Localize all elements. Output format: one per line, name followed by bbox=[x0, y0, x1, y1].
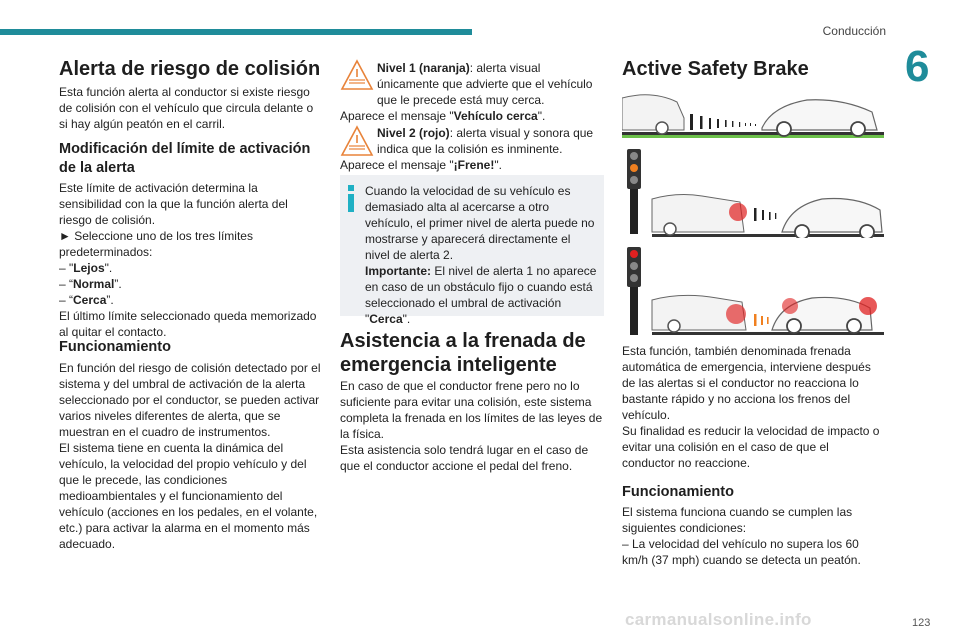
operation-body bbox=[59, 360, 322, 552]
option-normal-label: Normal bbox=[73, 277, 115, 291]
operation-text-2: El sistema tiene en cuenta la dinámica del vehículo, la velocidad del propio vehículo y del que le precede, las condiciones medioambientales y el funcionamiento del vehículo (acciones en los pedales, en el volante, etc.) para activar la alarma en el momento más adecuado. bbox=[59, 441, 318, 551]
asb-operation-title: Funcionamiento bbox=[622, 484, 734, 500]
brake-assist-body bbox=[340, 378, 605, 474]
brake-assist-text: En caso de que el conductor frene pero no lo suficiente para evitar una colisión, este sistema completa la frenada en los límites de las leyes de la física. bbox=[340, 379, 603, 441]
asb-body bbox=[622, 343, 884, 471]
threshold-option-far: – "Lejos". bbox=[59, 261, 113, 275]
level1-label: Nivel 1 (naranja) bbox=[377, 61, 470, 75]
info-icon bbox=[345, 185, 357, 213]
collision-alert-intro: Esta función alerta al conductor si existe riesgo de colisión con el vehículo que circula delante o si hay algún peatón en el carril. bbox=[59, 85, 314, 131]
threshold-text: Este límite de activación determina la sensibilidad con la que la función alerta del riesgo de colisión. bbox=[59, 181, 288, 227]
alert-level2-illustration bbox=[622, 242, 884, 336]
info-note-text: Cuando la velocidad de su vehículo es demasiado alta al acercarse a otro vehículo, el primer nivel de alerta puede no mostrarse y aparecerá directamente el nivel de alerta 2. bbox=[365, 184, 595, 262]
header-accent-bar bbox=[0, 29, 472, 35]
warning-triangle-icon bbox=[340, 58, 374, 92]
level2-description: Nivel 2 (rojo): alerta visual y sonora que indica que la colisión es inminente. bbox=[377, 126, 594, 156]
watermark: carmanualsonline.info bbox=[625, 610, 812, 629]
threshold-body bbox=[59, 180, 322, 340]
chapter-number: 6 bbox=[905, 42, 930, 91]
car-sensor-illustration bbox=[622, 88, 884, 138]
asb-description-2: Su finalidad es reducir la velocidad de impacto o evitar una colisión en el caso de que el conductor no reaccione. bbox=[622, 424, 880, 470]
asb-operation-body bbox=[622, 504, 884, 568]
option-far-label: Lejos bbox=[73, 261, 105, 275]
level2-message: Aparece el mensaje "¡Frene!". bbox=[340, 158, 502, 172]
alert-level1-illustration bbox=[622, 144, 884, 238]
info-note bbox=[340, 175, 604, 326]
level1-description: Nivel 1 (naranja): alerta visual únicamente que advierte que el vehículo que le precede está muy cerca. bbox=[377, 61, 593, 107]
page-number: 123 bbox=[912, 617, 931, 629]
warning-triangle-icon bbox=[340, 124, 374, 158]
threshold-option-normal: – “Normal”. bbox=[59, 277, 122, 291]
active-safety-brake-title: Active Safety Brake bbox=[622, 58, 809, 80]
brake-assist-title: Asistencia a la frenada de emergencia inteligente bbox=[340, 330, 586, 376]
threshold-step: ► Seleccione uno de los tres límites predeterminados: bbox=[59, 229, 253, 259]
brake-assist-text-2: Esta asistencia solo tendrá lugar en el caso de que el conductor accione el pedal del freno. bbox=[340, 443, 589, 473]
info-note-important: Importante: El nivel de alerta 1 no aparece en caso de un obstáculo fijo o cuando está seleccionado el umbral de activación "Cerca". bbox=[365, 264, 597, 326]
asb-condition-1: – La velocidad del vehículo no supera los 60 km/h (37 mph) cuando se detecta un peatón. bbox=[622, 537, 861, 567]
threshold-title: Modificación del límite de activación de la alerta bbox=[59, 141, 311, 176]
option-near-label: Cerca bbox=[73, 293, 107, 307]
threshold-option-near: – “Cerca”. bbox=[59, 293, 114, 307]
section-title: Conducción bbox=[822, 24, 886, 38]
asb-description: Esta función, también denominada frenada automática de emergencia, interviene después de las alertas si el conductor no reacciona lo bastante rápido y no acciona los frenos del vehículo. bbox=[622, 344, 871, 422]
operation-title: Funcionamiento bbox=[59, 339, 171, 355]
collision-alert-title: Alerta de riesgo de colisión bbox=[59, 58, 321, 80]
info-note-body bbox=[365, 183, 597, 327]
level1-message: Aparece el mensaje "Vehículo cerca". bbox=[340, 109, 546, 123]
operation-text: En función del riesgo de colisión detectado por el sistema y del umbral de activación de la alerta seleccionado por el conductor, se pueden activar varios niveles diferentes de alerta, que se muestran en el cuadro de instrumentos. bbox=[59, 361, 321, 439]
threshold-memory: El último límite seleccionado queda memorizado al quitar el contacto. bbox=[59, 309, 317, 339]
asb-operation-text: El sistema funciona cuando se cumplen las siguientes condiciones: bbox=[622, 505, 853, 535]
level2-label: Nivel 2 (rojo) bbox=[377, 126, 450, 140]
